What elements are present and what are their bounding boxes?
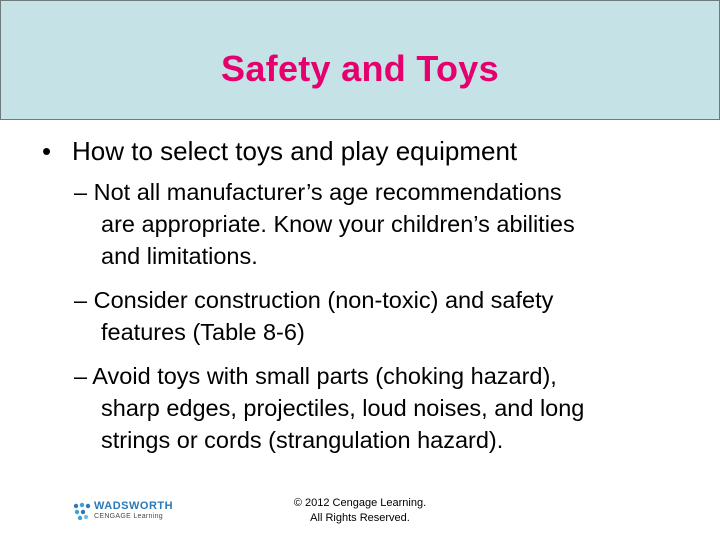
sub-item-line: – Consider construction (non-toxic) and safety (74, 287, 554, 313)
title-bar (0, 0, 720, 120)
sub-item-line: features (Table 8-6) (101, 319, 305, 345)
sub-item-line: – Not all manufacturer’s age recommendations (74, 179, 562, 205)
sub-item-line: strings or cords (strangulation hazard). (101, 427, 504, 453)
sub-item-avoid (74, 360, 694, 456)
sub-item-line: and limitations. (101, 243, 258, 269)
logo-subtext: CENGAGE Learning (94, 513, 163, 520)
copyright-line: All Rights Reserved. (310, 512, 410, 524)
slide-title: Safety and Toys (221, 48, 499, 89)
copyright-line: © 2012 Cengage Learning. (293, 497, 427, 509)
copyright-notice (260, 496, 460, 526)
sub-item-line: are appropriate. Know your children’s abilities (101, 211, 575, 237)
sub-item-construction (74, 284, 694, 348)
publisher-logo (72, 500, 182, 524)
bullet-dot-icon: • (42, 136, 52, 166)
wadsworth-logo-icon (72, 501, 92, 523)
sub-item-line: – Avoid toys with small parts (choking hazard), (74, 363, 557, 389)
sub-item-line: sharp edges, projectiles, loud noises, and long (101, 395, 585, 421)
main-bullet (42, 134, 517, 168)
sub-item-age (74, 176, 694, 272)
logo-wordmark: WADSWORTH (94, 500, 174, 512)
main-bullet-text: How to select toys and play equipment (72, 136, 518, 166)
